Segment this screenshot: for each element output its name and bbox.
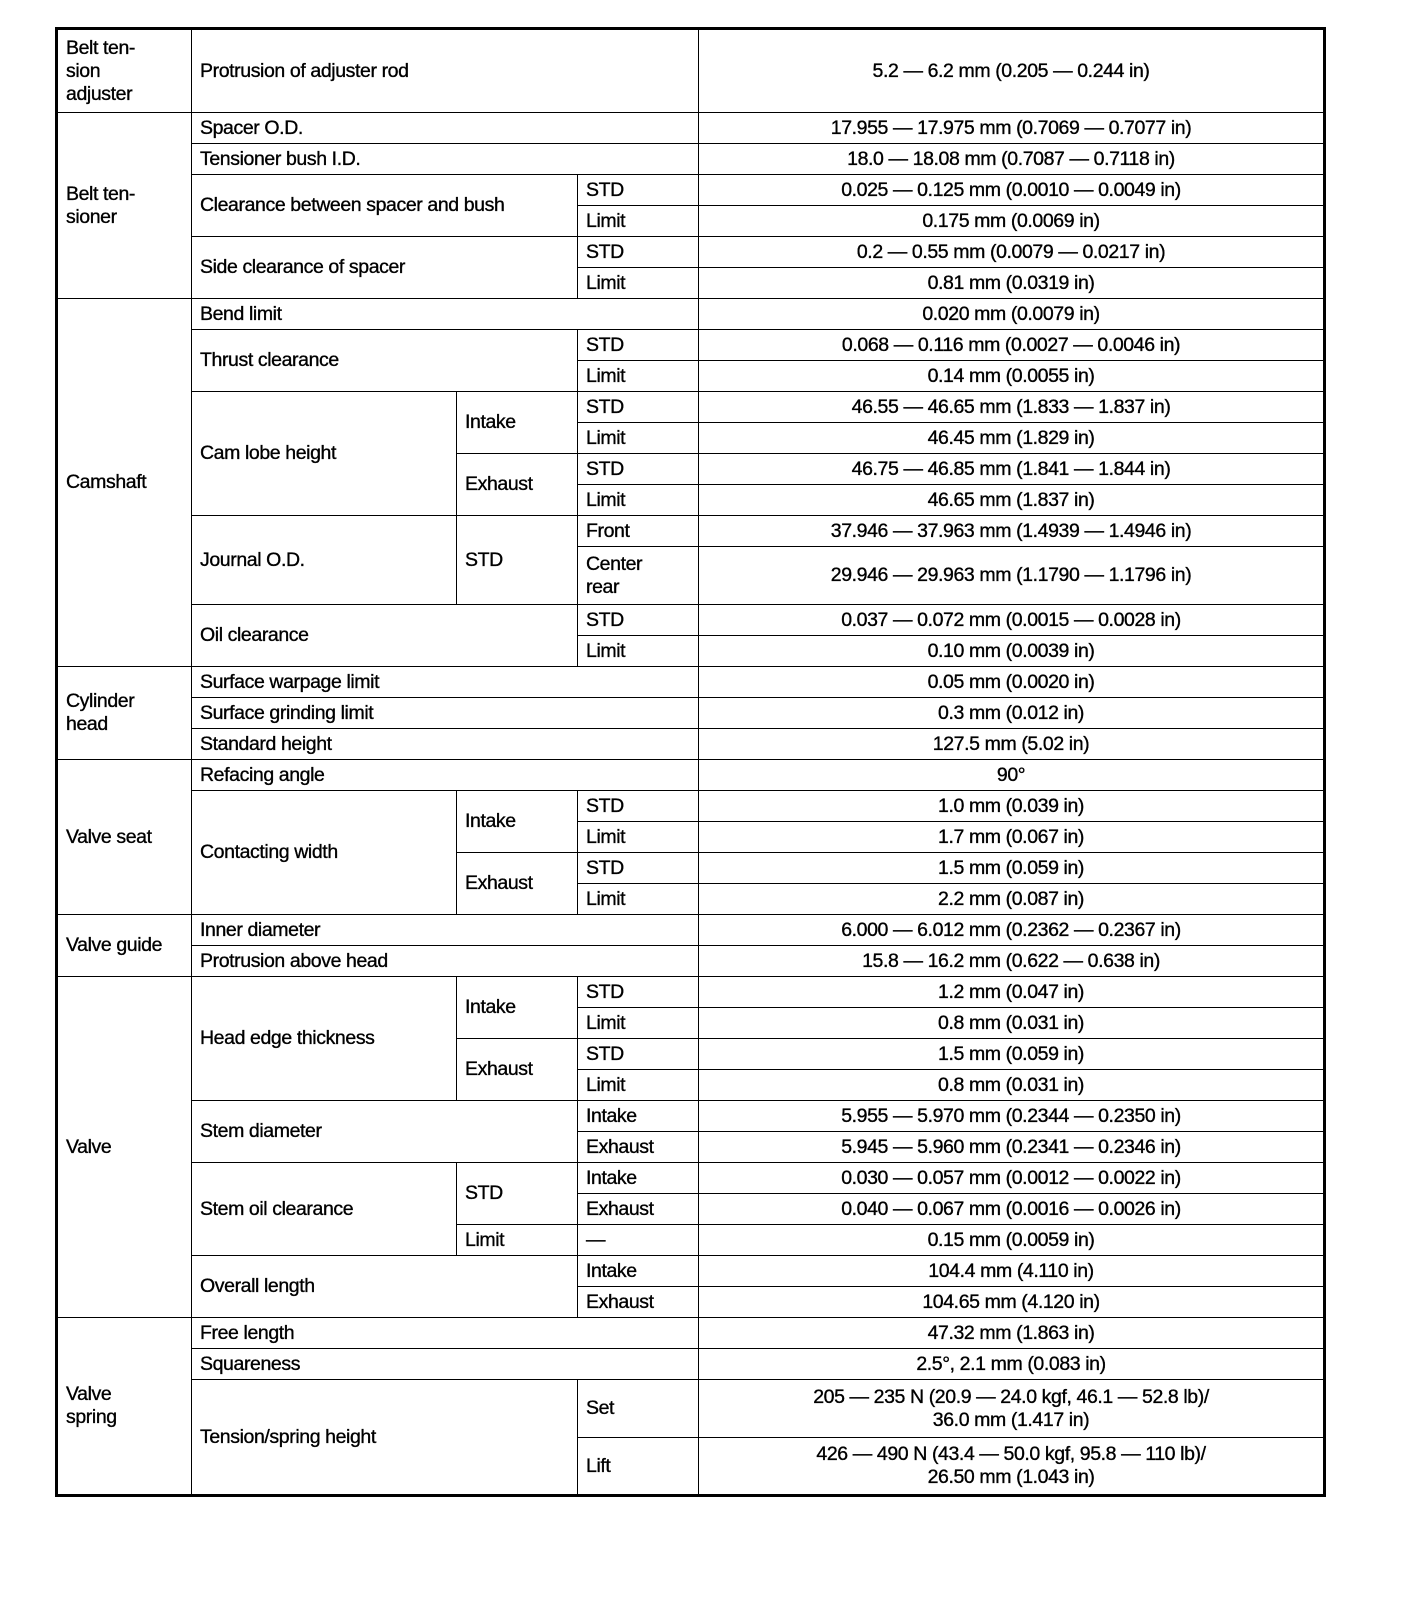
item-label: Stem oil clearance <box>192 1163 457 1256</box>
spec-value: 0.068 — 0.116 mm (0.0027 — 0.0046 in) <box>699 330 1325 361</box>
condition-label: Limit <box>578 361 699 392</box>
condition-label: Limit <box>578 822 699 853</box>
spec-value: 0.030 — 0.057 mm (0.0012 — 0.0022 in) <box>699 1163 1325 1194</box>
spec-value: 46.55 — 46.65 mm (1.833 — 1.837 in) <box>699 392 1325 423</box>
table-row <box>57 175 1325 206</box>
condition-label: Front <box>578 516 699 547</box>
spec-value: 0.81 mm (0.0319 in) <box>699 268 1325 299</box>
item-label: Tension/spring height <box>192 1380 578 1496</box>
condition-label: STD <box>578 330 699 361</box>
group-label: Valve guide <box>57 915 192 977</box>
condition-label: STD <box>578 791 699 822</box>
condition-label: Exhaust <box>578 1287 699 1318</box>
sub-label: Exhaust <box>457 454 578 516</box>
table-row <box>57 946 1325 977</box>
condition-label: Center rear <box>578 547 699 605</box>
condition-label: Limit <box>578 636 699 667</box>
item-label: Journal O.D. <box>192 516 457 605</box>
table-row <box>57 977 1325 1008</box>
sub-label: Intake <box>457 791 578 853</box>
condition-label: — <box>578 1225 699 1256</box>
item-label: Tensioner bush I.D. <box>192 144 699 175</box>
item-label: Standard height <box>192 729 699 760</box>
spec-value: 2.5°, 2.1 mm (0.083 in) <box>699 1349 1325 1380</box>
spec-value: 5.945 — 5.960 mm (0.2341 — 0.2346 in) <box>699 1132 1325 1163</box>
table-row <box>57 1101 1325 1132</box>
spec-value: 426 — 490 N (43.4 — 50.0 kgf, 95.8 — 110 lb)/ 26.50 mm (1.043 in) <box>699 1438 1325 1496</box>
group-label: Valve spring <box>57 1318 192 1496</box>
condition-label: Intake <box>578 1101 699 1132</box>
spec-value: 46.75 — 46.85 mm (1.841 — 1.844 in) <box>699 454 1325 485</box>
condition-label: STD <box>578 392 699 423</box>
spec-value: 0.05 mm (0.0020 in) <box>699 667 1325 698</box>
service-spec-table <box>55 27 1326 1497</box>
spec-value: 5.2 — 6.2 mm (0.205 — 0.244 in) <box>699 29 1325 113</box>
condition-label: STD <box>578 1039 699 1070</box>
spec-value: 0.037 — 0.072 mm (0.0015 — 0.0028 in) <box>699 605 1325 636</box>
spec-value: 2.2 mm (0.087 in) <box>699 884 1325 915</box>
condition-label: Limit <box>578 1008 699 1039</box>
spec-value: 6.000 — 6.012 mm (0.2362 — 0.2367 in) <box>699 915 1325 946</box>
table-row <box>57 1256 1325 1287</box>
spec-value: 1.5 mm (0.059 in) <box>699 853 1325 884</box>
spec-value: 47.32 mm (1.863 in) <box>699 1318 1325 1349</box>
item-label: Contacting width <box>192 791 457 915</box>
condition-label: Limit <box>578 1070 699 1101</box>
item-label: Stem diameter <box>192 1101 578 1163</box>
sub-label: Exhaust <box>457 853 578 915</box>
item-label: Cam lobe height <box>192 392 457 516</box>
spec-value: 0.3 mm (0.012 in) <box>699 698 1325 729</box>
table-row <box>57 1318 1325 1349</box>
item-label: Surface grinding limit <box>192 698 699 729</box>
item-label: Side clearance of spacer <box>192 237 578 299</box>
group-label: Valve seat <box>57 760 192 915</box>
spec-value: 46.65 mm (1.837 in) <box>699 485 1325 516</box>
spec-value: 1.0 mm (0.039 in) <box>699 791 1325 822</box>
spec-value: 127.5 mm (5.02 in) <box>699 729 1325 760</box>
condition-label: STD <box>578 454 699 485</box>
spec-value: 0.040 — 0.067 mm (0.0016 — 0.0026 in) <box>699 1194 1325 1225</box>
item-label: Oil clearance <box>192 605 578 667</box>
spec-value: 1.2 mm (0.047 in) <box>699 977 1325 1008</box>
group-label: Belt ten- sion adjuster <box>57 29 192 113</box>
spec-value: 0.10 mm (0.0039 in) <box>699 636 1325 667</box>
spec-value: 46.45 mm (1.829 in) <box>699 423 1325 454</box>
sub-label: STD <box>457 516 578 605</box>
sub-label: Intake <box>457 977 578 1039</box>
table-row <box>57 698 1325 729</box>
table-row <box>57 392 1325 423</box>
item-label: Protrusion of adjuster rod <box>192 29 699 113</box>
spec-value: 5.955 — 5.970 mm (0.2344 — 0.2350 in) <box>699 1101 1325 1132</box>
spec-value: 0.020 mm (0.0079 in) <box>699 299 1325 330</box>
spec-value: 0.8 mm (0.031 in) <box>699 1070 1325 1101</box>
table-row <box>57 237 1325 268</box>
spec-value: 104.4 mm (4.110 in) <box>699 1256 1325 1287</box>
item-label: Refacing angle <box>192 760 699 791</box>
spec-value: 18.0 — 18.08 mm (0.7087 — 0.7118 in) <box>699 144 1325 175</box>
table-row <box>57 605 1325 636</box>
item-label: Protrusion above head <box>192 946 699 977</box>
item-label: Head edge thickness <box>192 977 457 1101</box>
spec-value: 90° <box>699 760 1325 791</box>
item-label: Overall length <box>192 1256 578 1318</box>
item-label: Clearance between spacer and bush <box>192 175 578 237</box>
condition-label: Limit <box>578 485 699 516</box>
spec-value: 0.8 mm (0.031 in) <box>699 1008 1325 1039</box>
table-row <box>57 144 1325 175</box>
table-row <box>57 1380 1325 1438</box>
condition-label: STD <box>578 237 699 268</box>
group-label: Valve <box>57 977 192 1318</box>
table-row <box>57 29 1325 113</box>
item-label: Squareness <box>192 1349 699 1380</box>
condition-label: STD <box>578 853 699 884</box>
table-row <box>57 667 1325 698</box>
condition-label: Lift <box>578 1438 699 1496</box>
sub-label: Limit <box>457 1225 578 1256</box>
spec-value: 1.5 mm (0.059 in) <box>699 1039 1325 1070</box>
item-label: Spacer O.D. <box>192 113 699 144</box>
spec-value: 0.15 mm (0.0059 in) <box>699 1225 1325 1256</box>
condition-label: Limit <box>578 884 699 915</box>
item-label: Inner diameter <box>192 915 699 946</box>
spec-value: 29.946 — 29.963 mm (1.1790 — 1.1796 in) <box>699 547 1325 605</box>
sub-label: STD <box>457 1163 578 1225</box>
condition-label: Intake <box>578 1163 699 1194</box>
table-row <box>57 113 1325 144</box>
table-row <box>57 760 1325 791</box>
group-label: Belt ten- sioner <box>57 113 192 299</box>
condition-label: Limit <box>578 206 699 237</box>
table-row <box>57 1349 1325 1380</box>
spec-value: 37.946 — 37.963 mm (1.4939 — 1.4946 in) <box>699 516 1325 547</box>
condition-label: STD <box>578 977 699 1008</box>
item-label: Thrust clearance <box>192 330 578 392</box>
table-row <box>57 299 1325 330</box>
condition-label: STD <box>578 175 699 206</box>
table-row <box>57 729 1325 760</box>
spec-value: 205 — 235 N (20.9 — 24.0 kgf, 46.1 — 52.8 lb)/ 36.0 mm (1.417 in) <box>699 1380 1325 1438</box>
table-row <box>57 791 1325 822</box>
spec-value: 0.175 mm (0.0069 in) <box>699 206 1325 237</box>
spec-value: 15.8 — 16.2 mm (0.622 — 0.638 in) <box>699 946 1325 977</box>
sub-label: Exhaust <box>457 1039 578 1101</box>
table-row <box>57 516 1325 547</box>
table-row <box>57 1163 1325 1194</box>
item-label: Free length <box>192 1318 699 1349</box>
table-row <box>57 915 1325 946</box>
condition-label: Limit <box>578 423 699 454</box>
condition-label: Limit <box>578 268 699 299</box>
spec-value: 0.025 — 0.125 mm (0.0010 — 0.0049 in) <box>699 175 1325 206</box>
condition-label: Set <box>578 1380 699 1438</box>
spec-value: 0.2 — 0.55 mm (0.0079 — 0.0217 in) <box>699 237 1325 268</box>
condition-label: Exhaust <box>578 1194 699 1225</box>
spec-value: 104.65 mm (4.120 in) <box>699 1287 1325 1318</box>
condition-label: STD <box>578 605 699 636</box>
group-label: Cylinder head <box>57 667 192 760</box>
condition-label: Exhaust <box>578 1132 699 1163</box>
item-label: Surface warpage limit <box>192 667 699 698</box>
spec-value: 1.7 mm (0.067 in) <box>699 822 1325 853</box>
item-label: Bend limit <box>192 299 699 330</box>
table-row <box>57 330 1325 361</box>
condition-label: Intake <box>578 1256 699 1287</box>
spec-value: 0.14 mm (0.0055 in) <box>699 361 1325 392</box>
sub-label: Intake <box>457 392 578 454</box>
spec-value: 17.955 — 17.975 mm (0.7069 — 0.7077 in) <box>699 113 1325 144</box>
group-label: Camshaft <box>57 299 192 667</box>
